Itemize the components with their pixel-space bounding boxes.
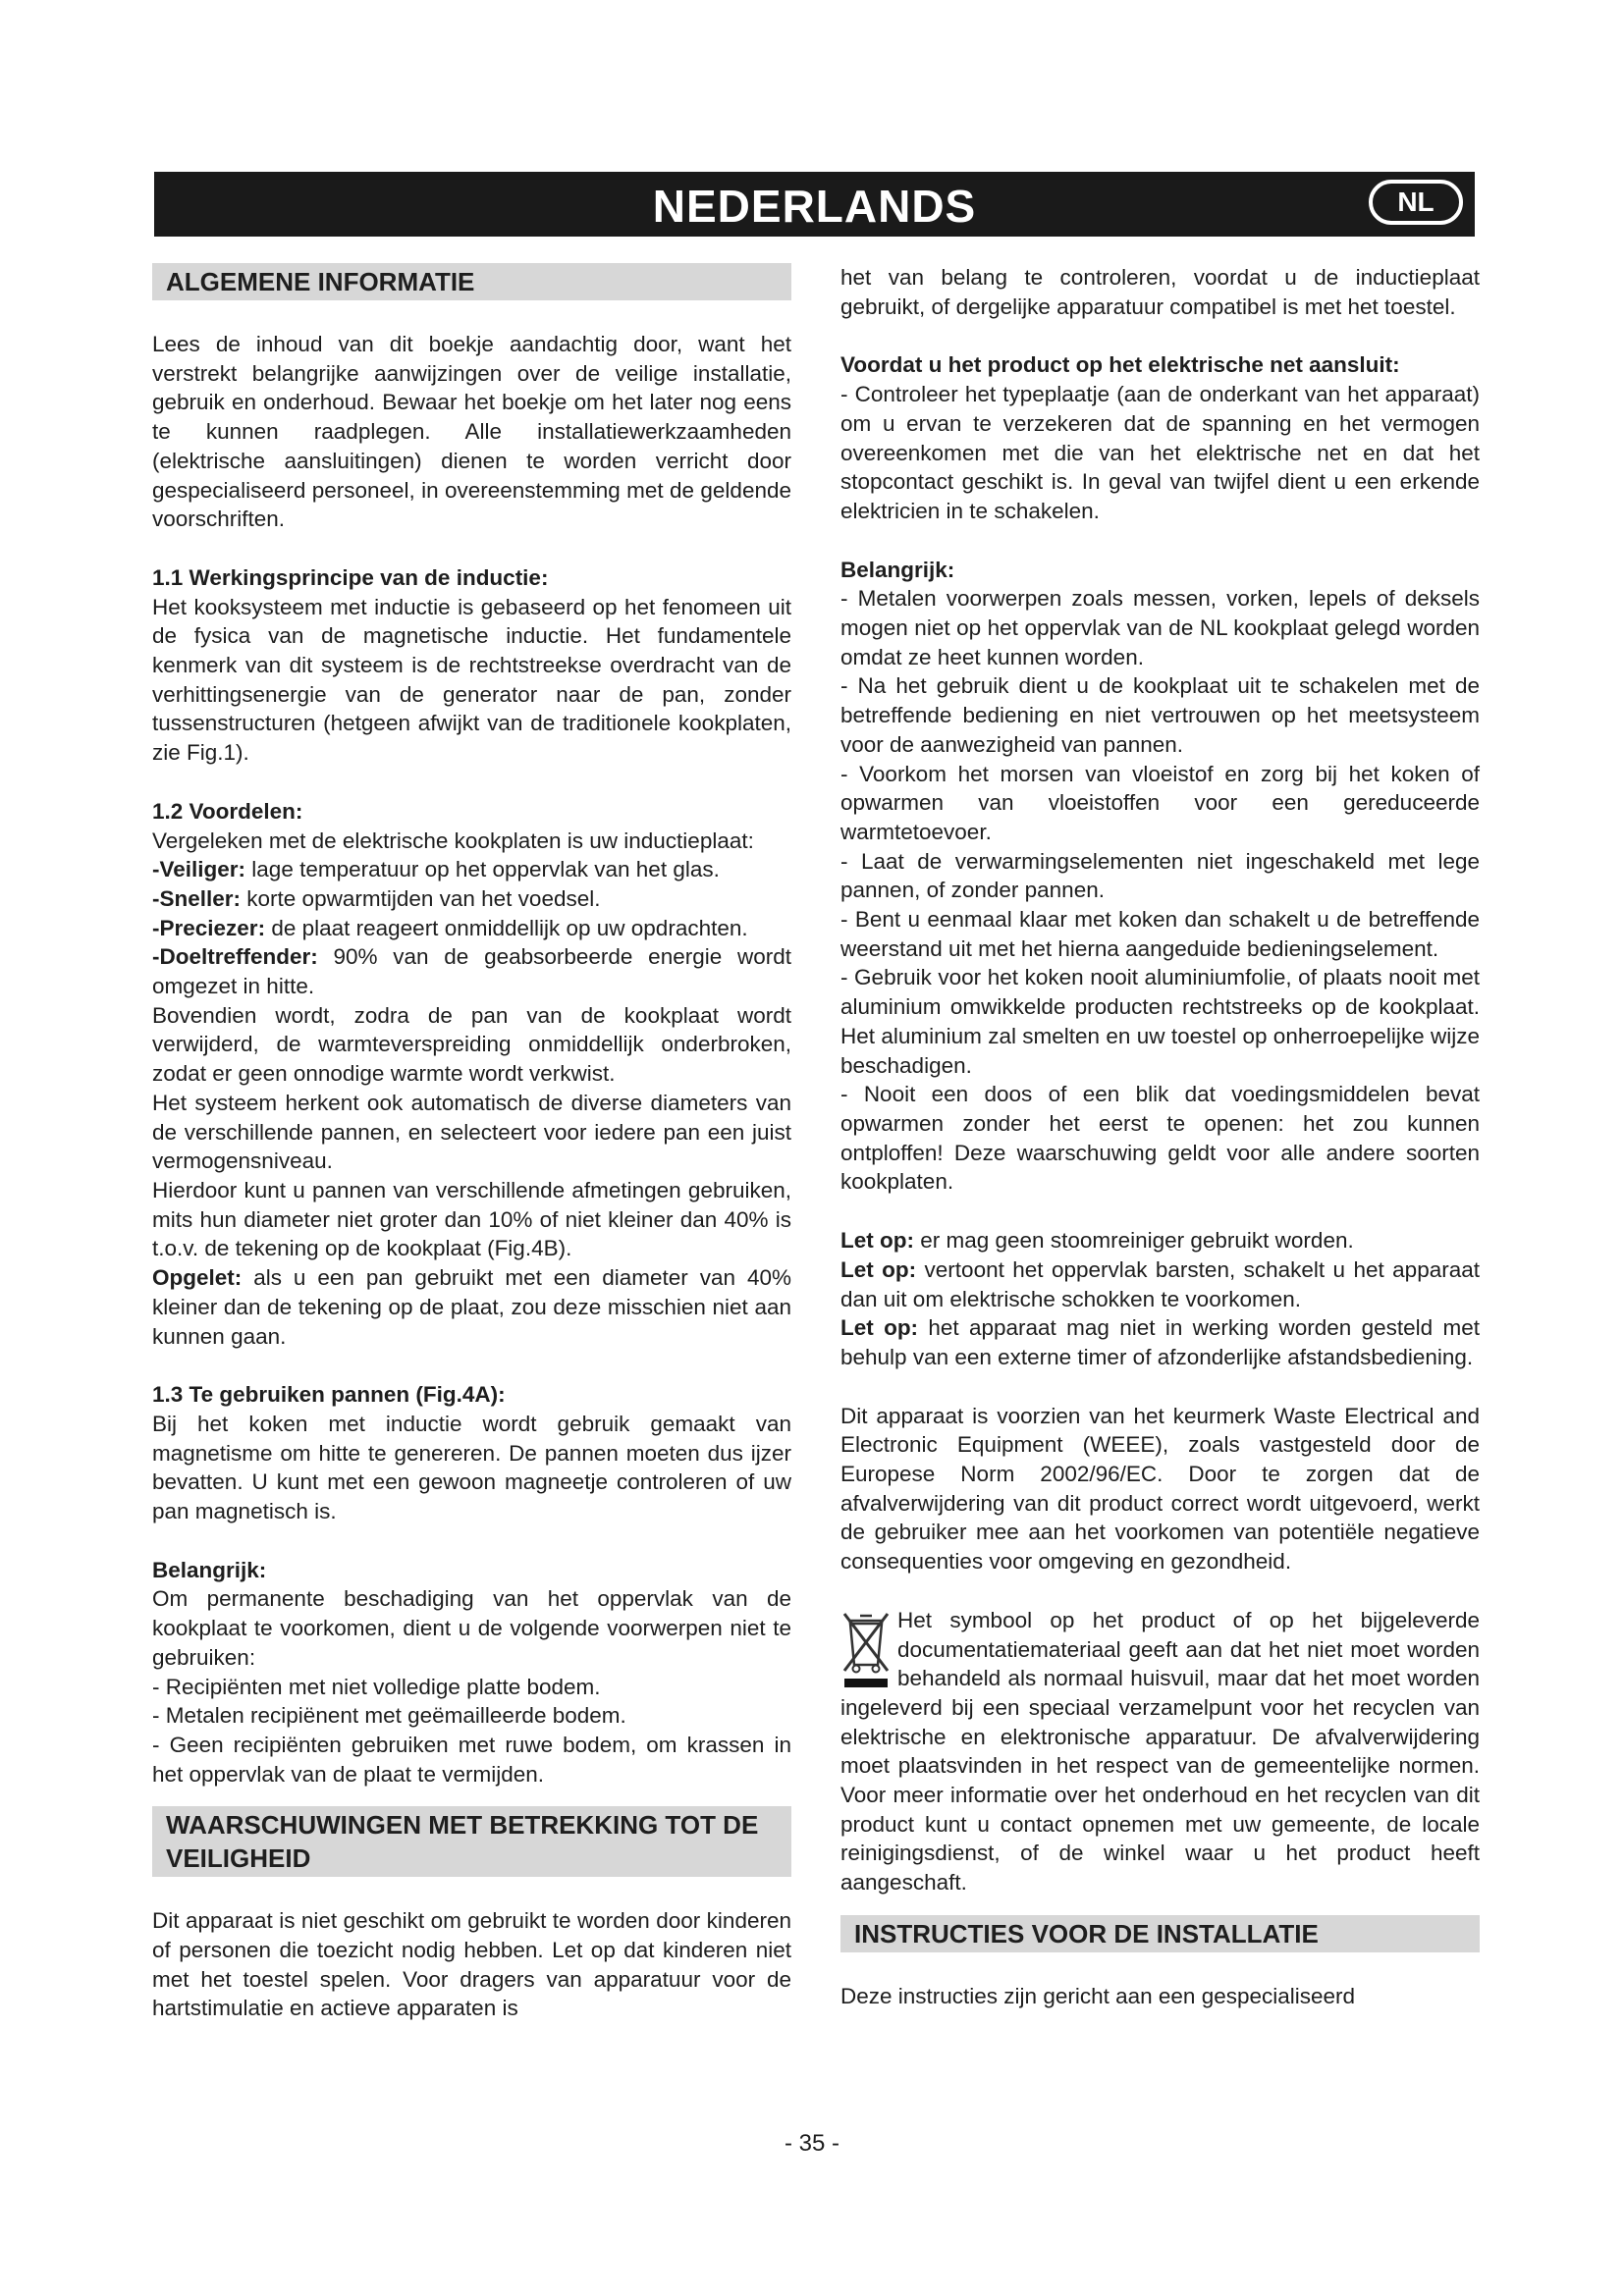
advantage-preciezer: -Preciezer: de plaat reageert onmiddellijk op uw opdrachten.: [152, 915, 748, 940]
page-title: NEDERLANDS: [652, 181, 977, 232]
warnings-paragraph: Dit apparaat is niet geschikt om gebruikt te worden door kinderen of personen die toezicht nodig hebben. Let op dat kinderen niet met het toestel spelen. Voor dragers van apparatuur voor de hartstimulatie en actieve apparaten is: [152, 1908, 791, 2021]
list-item: - Nooit een doos of een blik dat voedingsmiddelen bevat opwarmen zonder het eerst te openen: het zou kunnen ontploffen! Deze waarschuwing geldt voor alle andere soorten kookplaten.: [840, 1082, 1480, 1195]
list-item: - Recipiënten met niet volledige platte bodem.: [152, 1674, 601, 1699]
page-number: - 35 -: [784, 2130, 839, 2157]
belangrijk-text-left: Om permanente beschadiging van het oppervlak van de kookplaat te voorkomen, dient u de volgende voorwerpen niet te gebruiken:: [152, 1586, 791, 1670]
left-column: [152, 263, 791, 2023]
voordat-text: - Controleer het typeplaatje (aan de onderkant van het apparaat) om u ervan te verzekeren dat de spanning en het vermogen overeenkomen met die van het elektrische net en dat het stopcontact geschikt is. In geval van twijfel dient u een erkende elektricien in te schakelen.: [840, 382, 1480, 523]
advantage-sneller: -Sneller: korte opwarmtijden van het voedsel.: [152, 885, 601, 911]
language-banner: [154, 172, 1475, 237]
right-column: [840, 263, 1480, 2011]
belangrijk-title-left: Belangrijk:: [152, 1557, 267, 1582]
section-1-3-text: Bij het koken met inductie wordt gebruik gemaakt van magnetisme om hitte te genereren. De pannen moeten dus ijzer bevatten. U kunt met een gewoon magneetje controleren of uw pan magnetisch is.: [152, 1411, 791, 1524]
section-1-3-title: 1.3 Te gebruiken pannen (Fig.4A):: [152, 1382, 506, 1408]
section-1-1-title: 1.1 Werkingsprincipe van de inductie:: [152, 564, 549, 590]
list-item: - Na het gebruik dient u de kookplaat uit te schakelen met de betreffende bediening en niet vertrouwen op het meetsysteem voor de aanwezigheid van pannen.: [840, 673, 1480, 757]
section-1-2-p1: Bovendien wordt, zodra de pan van de kookplaat wordt verwijderd, de warmteverspreiding onmiddellijk onderbroken, zodat er geen onnodige warmte wordt verkwist.: [152, 1002, 791, 1087]
advantage-veiliger: -Veiliger: lage temperatuur op het oppervlak van het glas.: [152, 857, 720, 882]
list-item: - Metalen recipiënent met geëmailleerde bodem.: [152, 1703, 626, 1729]
list-item: - Metalen voorwerpen zoals messen, vorken, lepels of deksels mogen niet op het oppervlak van de NL kookplaat gelegd worden omdat ze heet kunnen worden.: [840, 586, 1480, 669]
symbol-block: [840, 1606, 1480, 1897]
section-1-1-text: Het kooksysteem met inductie is gebaseerd op het fenomeen uit de fysica van de magnetische inductie. Het fundamentele kenmerk van dit systeem is de rechtstreekse overdracht van de verhittingsenergie van de generator naar de pan, zonder tussenstructuren (hetgeen afwijkt van de traditionele kookplaten, zie Fig.1).: [152, 594, 791, 766]
heading-algemene-informatie: ALGEMENE INFORMATIE: [152, 263, 791, 300]
language-badge: NL: [1369, 180, 1463, 225]
heading-instructies-installatie: INSTRUCTIES VOOR DE INSTALLATIE: [840, 1915, 1480, 1952]
continued-paragraph: het van belang te controleren, voordat u de inductieplaat gebruikt, of dergelijke apparatuur compatibel is met het toestel.: [840, 265, 1480, 319]
advantage-doeltreffender: -Doeltreffender: 90% van de geabsorbeerde energie wordt omgezet in hitte.: [152, 944, 791, 999]
symbol-paragraph: Het symbool op het product of op het bijgeleverde documentatiemateriaal geeft aan dat het niet moet worden behandeld als normaal huisvuil, maar dat het moet worden ingeleverd bij een speciaal verzamelpunt voor het recyclen van elektrische en elektronische apparatuur. De afvalverwijdering moet plaatsvinden in het respect van de gemeentelijke normen. Voor meer informatie over het onderhoud en het recyclen van dit product kunt u contact opnemen met uw gemeente, de locale reinigingsdienst, of de winkel waar u het product heeft aangeschaft.: [840, 1607, 1480, 1896]
opgelet-note: Opgelet: als u een pan gebruikt met een diameter van 40% kleiner dan de tekening op de plaat, zou deze misschien niet aan kunnen gaan.: [152, 1265, 791, 1349]
list-item: - Voorkom het morsen van vloeistof en zorg bij het koken of opwarmen van vloeistoffen voor een gereduceerde warmtetoevoer.: [840, 761, 1480, 844]
voordat-title: Voordat u het product op het elektrische net aansluit:: [840, 352, 1400, 378]
install-paragraph: Deze instructies zijn gericht aan een gespecialiseerd: [840, 1983, 1356, 2008]
section-1-2-title: 1.2 Voordelen:: [152, 798, 303, 824]
belangrijk-title-right: Belangrijk:: [840, 557, 955, 582]
section-1-2-p3: Hierdoor kunt u pannen van verschillende afmetingen gebruiken, mits hun diameter niet groter dan 10% of niet kleiner dan 40% is t.o.v. de tekening op de kookplaat (Fig.4B).: [152, 1177, 791, 1261]
heading-waarschuwingen: WAARSCHUWINGEN MET BETREKKING TOT DE VEILIGHEID: [152, 1806, 791, 1877]
list-item: - Bent u eenmaal klaar met koken dan schakelt u de betreffende weerstand uit met het hierna aangeduide bedieningselement.: [840, 907, 1480, 961]
crossed-bin-icon: [840, 1610, 892, 1688]
weee-paragraph: Dit apparaat is voorzien van het keurmerk Waste Electrical and Electronic Equipment (WEEE), zoals vastgesteld door de Europese Norm 2002/96/EC. Door te zorgen dat de afvalverwijdering van dit product correct wordt uitgevoerd, werkt de gebruiker mee aan het voorkomen van potentiële negatieve consequenties voor omgeving en gezondheid.: [840, 1403, 1480, 1575]
list-item: - Gebruik voor het koken nooit aluminiumfolie, of plaats nooit met aluminium omwikkelde producten rechtstreeks op de kookplaat. Het aluminium zal smelten en uw toestel op onherroepelijke wijze beschadigen.: [840, 965, 1480, 1078]
section-1-2-intro: Vergeleken met de elektrische kookplaten is uw inductieplaat:: [152, 828, 754, 853]
let-op-1: Let op: er mag geen stoomreiniger gebruikt worden.: [840, 1228, 1354, 1254]
intro-paragraph: Lees de inhoud van dit boekje aandachtig door, want het verstrekt belangrijke aanwijzingen over de veilige installatie, gebruik en onderhoud. Bewaar het boekje om het later nog eens te kunnen raadplegen. Alle installatiewerkzaamheden (elektrische aansluitingen) dienen te worden verricht door gespecialiseerd personeel, in overeenstemming met de geldende voorschriften.: [152, 332, 791, 532]
let-op-2: Let op: vertoont het oppervlak barsten, schakelt u het apparaat dan uit om elektrische schokken te voorkomen.: [840, 1256, 1480, 1311]
section-1-2-p2: Het systeem herkent ook automatisch de diverse diameters van de verschillende pannen, en selecteert voor iedere pan een juist vermogensniveau.: [152, 1090, 791, 1174]
let-op-3: Let op: het apparaat mag niet in werking worden gesteld met behulp van een externe timer of afzonderlijke afstandsbediening.: [840, 1315, 1481, 1369]
list-item: - Laat de verwarmingselementen niet ingeschakeld met lege pannen, of zonder pannen.: [840, 848, 1480, 903]
list-item: - Geen recipiënten gebruiken met ruwe bodem, om krassen in het oppervlak van de plaat te vermijden.: [152, 1732, 791, 1787]
